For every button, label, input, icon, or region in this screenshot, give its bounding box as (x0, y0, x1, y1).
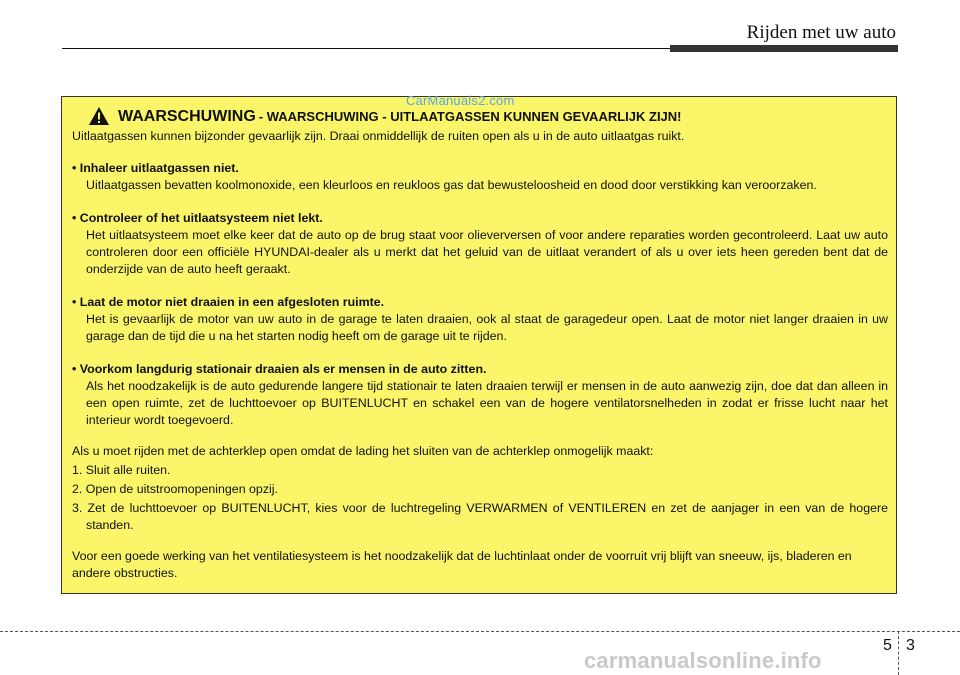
bullet-text: Het is gevaarlijk de motor van uw auto in de garage te laten draaien, ook al staat de garagedeur open. Laat de motor niet langer draaien in uw garage dan de tijd die u na het starten nodig heeft om de garage uit te rijden. (86, 312, 888, 343)
step-item: 3. Zet de luchttoevoer op BUITENLUCHT, kies voor de luchtregeling VERWARMEN of VENTILEREN en zet de aanjager in een van de hogere standen. (72, 501, 888, 532)
warning-title-row (72, 105, 888, 127)
bullet-heading: • Voorkom langdurig stationair draaien als er mensen in de auto zitten. (72, 362, 487, 376)
bullet-text: Als het noodzakelijk is de auto gedurende langere tijd stationair te laten draaien terwijl er mensen in de auto aanwezig zijn, doe dat dan alleen in een open ruimte, zet de luchttoevoer op BUITENLUCHT en schakel een van de hogere ventilatorsnelheden in zodat er frisse lucht naar het interieur wordt toegevoerd. (86, 379, 888, 427)
bullet-text: Uitlaatgassen bevatten koolmonoxide, een kleurloos en reukloos gas dat bewusteloosheid en dood door verstikking kan veroorzaken. (86, 178, 817, 192)
steps-list (72, 462, 888, 534)
header-rule (62, 48, 672, 49)
bullet-heading: • Inhaleer uitlaatgassen niet. (72, 161, 239, 175)
warning-title: WAARSCHUWING (118, 107, 256, 125)
page-number-divider (898, 631, 899, 675)
header-rule-bar (670, 45, 898, 52)
footer-rule (0, 631, 960, 632)
watermark-top[interactable]: CarManuals2.com (406, 93, 515, 108)
warning-intro: Uitlaatgassen kunnen bijzonder gevaarlijk zijn. Draai onmiddellijk de ruiten open als u in de auto uitlaatgas ruikt. (72, 129, 685, 143)
closing-note: Voor een goede werking van het ventilatiesysteem is het noodzakelijk dat de luchtinlaat onder de voorruit vrij blijft van sneeuw, ijs, bladeren en andere obstructies. (72, 549, 852, 580)
warning-box (61, 96, 897, 594)
warning-subtitle: - WAARSCHUWING - UITLAATGASSEN KUNNEN GEVAARLIJK ZIJN! (258, 108, 682, 124)
step-item: 1. Sluit alle ruiten. (72, 463, 171, 477)
watermark-bottom[interactable]: carmanualsonline.info (584, 648, 822, 673)
page-number: 3 (906, 637, 915, 654)
section-title: Rijden met uw auto (746, 22, 896, 43)
warning-triangle-icon (88, 106, 110, 126)
step-item: 2. Open de uitstroomopeningen opzij. (72, 482, 278, 496)
bullet-heading: • Controleer of het uitlaatsysteem niet lekt. (72, 211, 323, 225)
chapter-number: 5 (883, 637, 892, 654)
tailgate-intro: Als u moet rijden met de achterklep open omdat de lading het sluiten van de achterklep onmogelijk maakt: (72, 444, 654, 458)
bullet-heading: • Laat de motor niet draaien in een afgesloten ruimte. (72, 295, 385, 309)
bullet-text: Het uitlaatsysteem moet elke keer dat de auto op de brug staat voor olieverversen of voor andere reparaties worden gecontroleerd. Laat uw auto controleren door een officiële HYUNDAI-dealer als u merkt dat het geluid van de uitlaat verandert of als u over iets heen gereden bent dat de onderzijde van de auto heeft geraakt. (86, 228, 888, 276)
